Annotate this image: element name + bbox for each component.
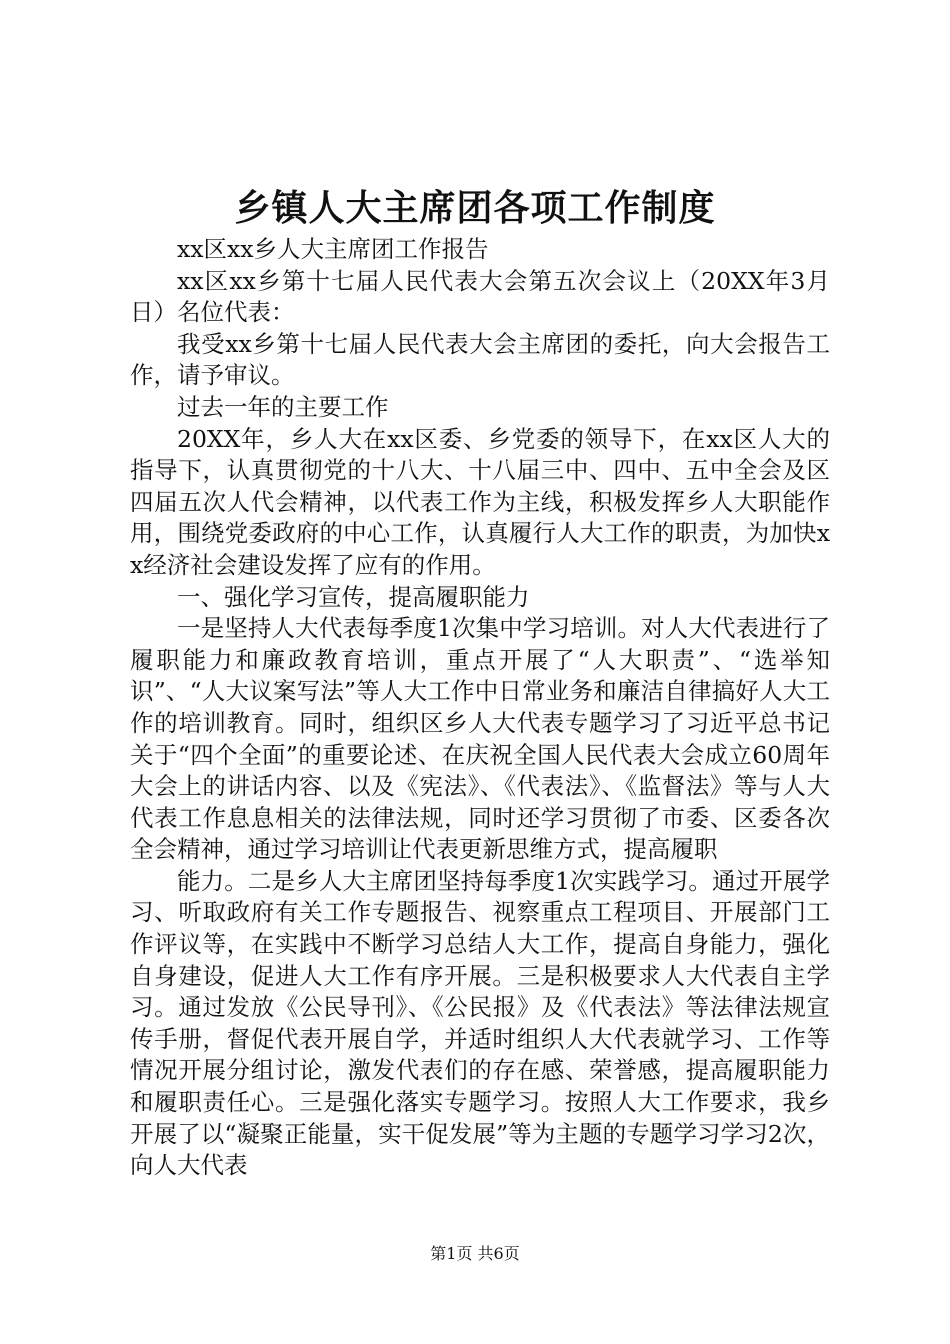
document-body — [130, 234, 830, 1182]
section-heading-study: 一、强化学习宣传，提高履职能力 — [177, 582, 530, 611]
page-number-footer: 第1页 共6页 — [430, 1244, 520, 1263]
section-heading-past-year: 过去一年的主要工作 — [177, 392, 389, 421]
meeting-salutation: xx区xx乡第十七届人民代表大会第五次会议上（20XX年3月日）名位代表： — [130, 266, 830, 327]
study-paragraph-1: 一是坚持人大代表每季度1次集中学习培训。对人大代表进行了履职能力和廉政教育培训，重点开展了“人大职责”、“选举知识”、“人大议案写法”等人大工作中日常业务和廉洁自律搞好人大工作的培训教育。同时，组织区乡人大代表专题学习了习近平总书记关于“四个全面”的重要论述、在庆祝全国人民代表大会成立60周年大会上的讲话内容、以及《宪法》、《代表法》、《监督法》等与人大代表工作息息相关的法律法规，同时还学习贯彻了市委、区委各次全会精神，通过学习培训让代表更新思维方式，提高履职 — [130, 614, 830, 864]
document-title: 乡镇人大主席团各项工作制度 — [234, 187, 716, 229]
intro-paragraph: 我受xx乡第十七届人民代表大会主席团的委托，向大会报告工作，请予审议。 — [130, 329, 830, 390]
overview-paragraph: 20XX年，乡人大在xx区委、乡党委的领导下，在xx区人大的指导下，认真贯彻党的十八大、十八届三中、四中、五中全会及区四届五次人代会精神，以代表工作为主线，积极发挥乡人大职能作用，围绕党委政府的中心工作，认真履行人大工作的职责，为加快xx经济社会建设发挥了应有的作用。 — [130, 424, 830, 579]
study-paragraph-2: 能力。二是乡人大主席团坚持每季度1次实践学习。通过开展学习、听取政府有关工作专题报告、视察重点工程项目、开展部门工作评议等，在实践中不断学习总结人大工作，提高自身能力，强化自身建设，促进人大工作有序开展。三是积极要求人大代表自主学习。通过发放《公民导刊》、《公民报》及《代表法》等法律法规宣传手册，督促代表开展自学，并适时组织人大代表就学习、工作等情况开展分组讨论，激发代表们的存在感、荣誉感，提高履职能力和履职责任心。三是强化落实专题学习。按照人大工作要求，我乡开展了以“凝聚正能量，实干促发展”等为主题的专题学习学习2次，向人大代表 — [130, 866, 830, 1180]
report-heading: xx区xx乡人大主席团工作报告 — [177, 235, 489, 263]
